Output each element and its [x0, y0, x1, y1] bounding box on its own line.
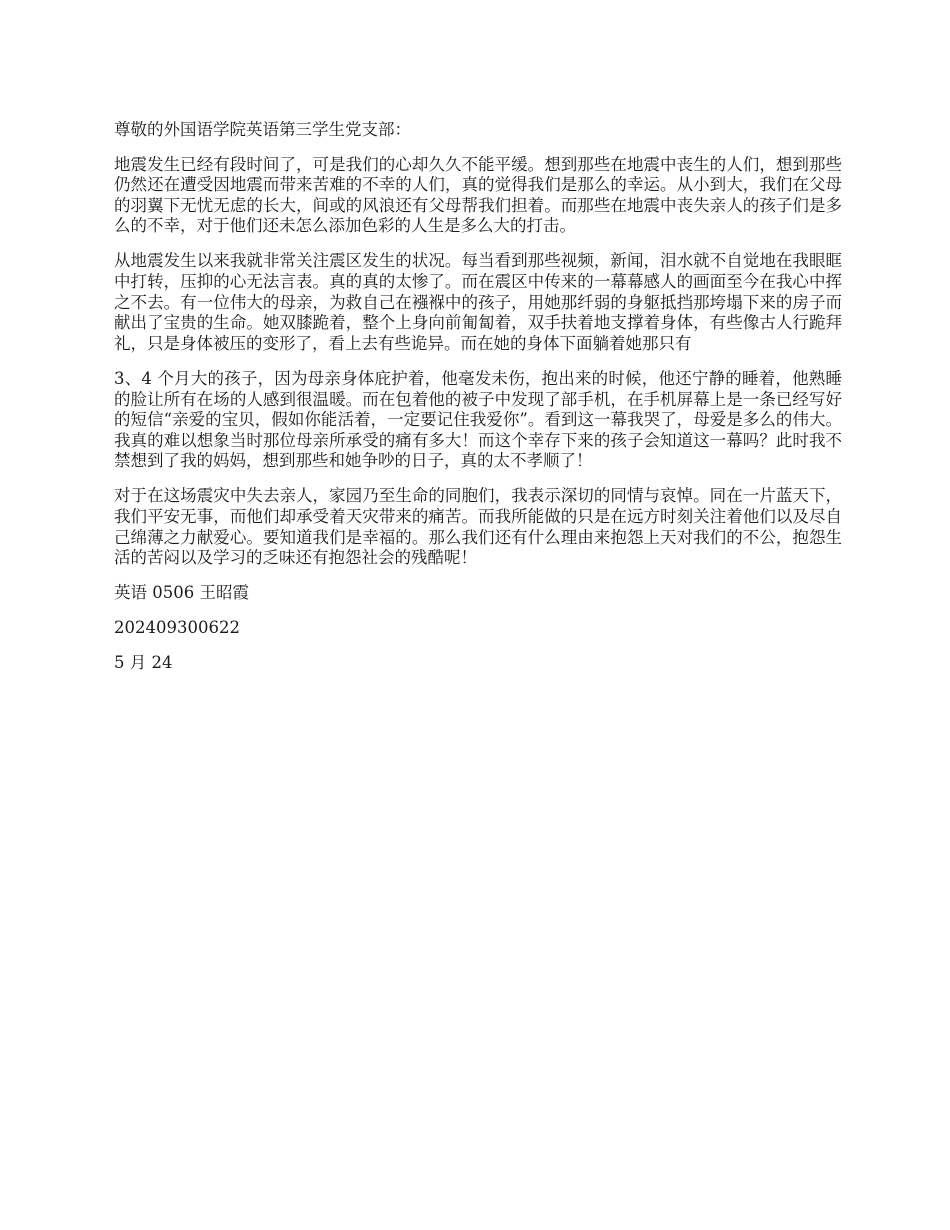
body-paragraph-2: 从地震发生以来我就非常关注震区发生的状况。每当看到那些视频，新闻，泪水就不自觉地在我眼眶中打转，压抑的心无法言表。真的真的太惨了。而在震区中传来的一幕幕感人的画面至今在我心中挥之不去。有一位伟大的母亲，为救自己在襁褓中的孩子，用她那纤弱的身躯抵挡那垮塌下来的房子而献出了宝贵的生命。她双膝跪着，整个上身向前匍匐着，双手扶着地支撑着身体，有些像古人行跪拜礼，只是身体被压的变形了，看上去有些诡异。而在她的身体下面躺着她那只有 [114, 251, 842, 353]
signature-date: 5 月 24 [114, 653, 173, 673]
signature-name: 英语 0506 王昭霞 [114, 583, 249, 603]
body-paragraph-3: 3、4 个月大的孩子，因为母亲身体庇护着，他毫发未伤，抱出来的时候，他还宁静的睡着，他熟睡的脸让所有在场的人感到很温暖。而在包着他的被子中发现了部手机，在手机屏幕上是一条已经写好的短信“亲爱的宝贝，假如你能活着，一定要记住我爱你”。看到这一幕我哭了，母爱是多么的伟大。我真的难以想象当时那位母亲所承受的痛有多大！而这个幸存下来的孩子会知道这一幕吗？此时我不禁想到了我的妈妈，想到那些和她争吵的日子，真的太不孝顺了！ [114, 368, 842, 471]
body-paragraph-1: 地震发生已经有段时间了，可是我们的心却久久不能平缓。想到那些在地震中丧生的人们，想到那些仍然还在遭受因地震而带来苦难的不幸的人们，真的觉得我们是那么的幸运。从小到大，我们在父母的羽翼下无忧无虑的长大，间或的风浪还有父母帮我们担着。而那些在地震中丧失亲人的孩子们是多么的不幸，对于他们还未怎么添加色彩的人生是多么大的打击。 [114, 154, 842, 236]
body-paragraph-4: 对于在这场震灾中失去亲人，家园乃至生命的同胞们，我表示深切的同情与哀悼。同在一片蓝天下，我们平安无事，而他们却承受着天灾带来的痛苦。而我所能做的只是在远方时刻关注着他们以及尽自己绵薄之力献爱心。要知道我们是幸福的。那么我们还有什么理由来抱怨上天对我们的不公，抱怨生活的苦闷以及学习的乏味还有抱怨社会的残酷呢！ [114, 486, 842, 568]
document-page [114, 120, 842, 689]
signature-student-id: 202409300622 [114, 618, 240, 638]
salutation: 尊敬的外国语学院英语第三学生党支部： [114, 120, 411, 139]
